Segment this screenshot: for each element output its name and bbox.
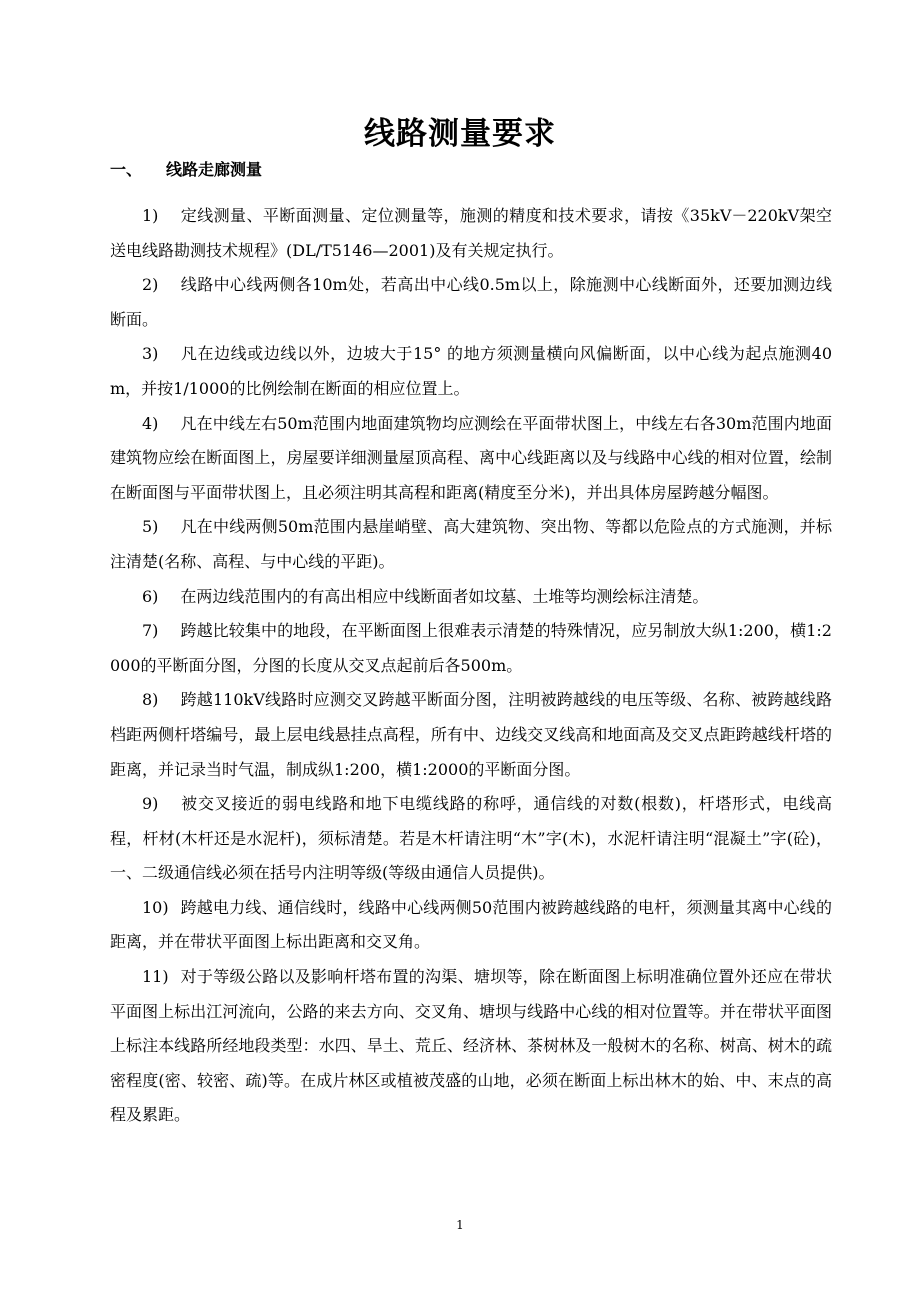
section-title: 线路走廊测量: [166, 160, 263, 179]
paragraph: [110, 787, 832, 891]
paragraph-text: 在两边线范围内的有高出相应中线断面者如坟墓、土堆等均测绘标注清楚。: [180, 586, 709, 606]
paragraph-text: 对于等级公路以及影响杆塔布置的沟渠、塘坝等，除在断面图上标明准确位置外还应在带状平面图上标出江河流向，公路的来去方向、交叉角、塘坝与线路中心线的相对位置等。并在带状平面图上标注本线路所经地段类型：水四、旱土、荒丘、经济林、茶树林及一般树木的名称、树高、树木的疏密程度(密、较密、疏)等。在成片林区或植被茂盛的山地，必须在断面上标出林木的始、中、末点的高程及累距。: [110, 967, 832, 1125]
paragraph-text: 凡在边线或边线以外，边坡大于15° 的地方须测量横向风偏断面，以中心线为起点施测40m，并按1/1000的比例绘制在断面的相应位置上。: [110, 344, 832, 398]
paragraph-number: 4): [142, 413, 159, 433]
paragraph-number: 5): [142, 517, 159, 537]
paragraph: [110, 580, 832, 615]
paragraph: [110, 891, 832, 960]
paragraph-text: 定线测量、平断面测量、定位测量等，施测的精度和技术要求，请按《35kV－220kV架空送电线路勘测技术规程》(DL/T5146—2001)及有关规定执行。: [110, 206, 832, 260]
paragraph-number: 7): [142, 621, 159, 641]
paragraph-number: 10): [142, 897, 169, 917]
paragraph-number: 6): [142, 586, 159, 606]
paragraph: [110, 614, 832, 683]
paragraph-text: 跨越110kV线路时应测交叉跨越平断面分图，注明被跨越线的电压等级、名称、被跨越线路档距两侧杆塔编号，最上层电线悬挂点高程，所有中、边线交叉线高和地面高及交叉点距跨越线杆塔的距离，并记录当时气温，制成纵1:200，横1:2000的平断面分图。: [110, 690, 832, 779]
paragraph-text: 线路中心线两侧各10m处，若高出中心线0.5m以上，除施测中心线断面外，还要加测边线断面。: [110, 275, 832, 329]
paragraph-text: 跨越电力线、通信线时，线路中心线两侧50范围内被跨越线路的电杆，须测量其离中心线的距离，并在带状平面图上标出距离和交叉角。: [110, 897, 832, 952]
paragraph: [110, 510, 832, 579]
paragraph: [110, 407, 832, 511]
paragraph: [110, 683, 832, 787]
paragraph: [110, 199, 832, 268]
paragraph-number: 9): [142, 794, 159, 814]
paragraph-text: 跨越比较集中的地段，在平断面图上很难表示清楚的特殊情况，应另制放大纵1:200，横1:2000的平断面分图，分图的长度从交叉点起前后各500m。: [110, 621, 832, 675]
paragraph: [110, 337, 832, 406]
paragraph-text: 被交叉接近的弱电线路和地下电缆线路的称呼，通信线的对数(根数)，杆塔形式，电线高程，杆材(木杆还是水泥杆)，须标清楚。若是木杆请注明“木”字(木)，水泥杆请注明“混凝土”字(砼)，一、二级通信线必须在括号内注明等级(等级由通信人员提供)。: [110, 794, 832, 883]
paragraph-text: 凡在中线两侧50m范围内悬崖峭壁、高大建筑物、突出物、等都以危险点的方式施测，并标注清楚(名称、高程、与中心线的平距)。: [110, 517, 832, 571]
section-number: 一、: [110, 160, 143, 179]
paragraph: [110, 268, 832, 337]
paragraph-number: 3): [142, 344, 159, 364]
document-body: [110, 199, 832, 1133]
document-title: 线路测量要求: [364, 116, 556, 152]
paragraph: [110, 960, 832, 1133]
paragraph-text: 凡在中线左右50m范围内地面建筑物均应测绘在平面带状图上，中线左右各30m范围内地面建筑物应绘在断面图上，房屋要详细测量屋顶高程、离中心线距离以及与线路中心线的相对位置，绘制在断面图与平面带状图上，且必须注明其高程和距离(精度至分米)，并出具体房屋跨越分幅图。: [110, 413, 832, 502]
section-heading: [110, 158, 262, 182]
paragraph-number: 8): [142, 690, 159, 710]
paragraph-number: 11): [142, 967, 169, 987]
paragraph-number: 2): [142, 275, 159, 295]
page-number: 1: [456, 1218, 464, 1232]
paragraph-number: 1): [142, 206, 159, 225]
